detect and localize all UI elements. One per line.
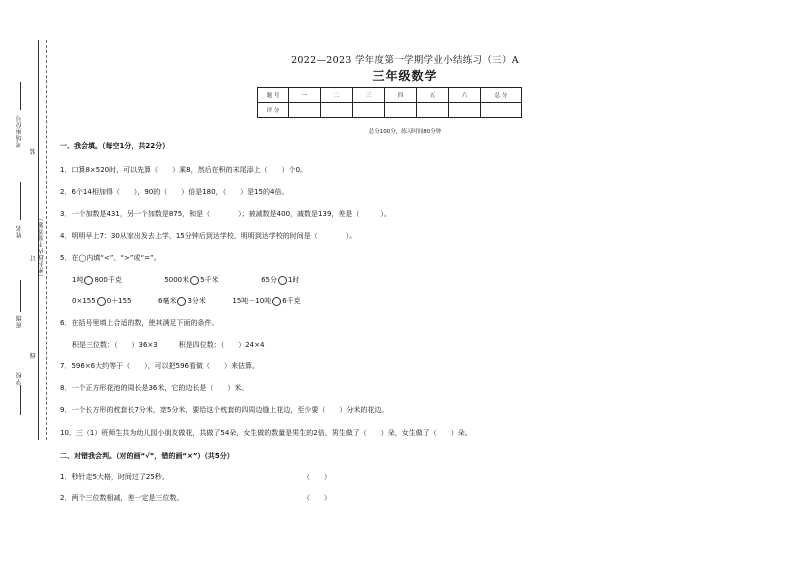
q5a-left-2: 5000米	[164, 276, 190, 284]
seal-char-mid: 订	[30, 255, 37, 262]
question-4: 4．明明早上7：30从家出发去上学，15分钟后到达学校，明明到达学校的时间是（ ）。	[60, 232, 357, 240]
question-6: 6．在括号里填上合适的数，使其满足下面的条件。	[60, 319, 219, 327]
compare-circle[interactable]	[97, 297, 106, 306]
q5b-left-2: 6毫米	[157, 297, 177, 305]
question-5: 5．在◯内填“<”、“>”或“=”。	[60, 254, 161, 262]
cell-q1: 一	[289, 88, 321, 103]
section1-heading: 一、我会填。（每空1分，共22分）	[60, 142, 170, 150]
cell-label: 题 号	[258, 88, 289, 103]
school-field[interactable]	[20, 385, 21, 415]
exam-title: 2022—2023 学年度第一学期学业小结练习（三）A	[291, 55, 519, 66]
cell-q6: 六	[449, 88, 481, 103]
score-input[interactable]	[481, 103, 522, 118]
cell-q4: 四	[385, 88, 417, 103]
q5b-right-3: 6千克	[282, 297, 301, 305]
name-label: 姓名	[16, 225, 23, 238]
seal-char-right: 线	[30, 352, 37, 359]
name-field[interactable]	[20, 182, 21, 220]
judge-answer-2[interactable]: （ ）	[303, 494, 331, 502]
score-input[interactable]	[417, 103, 449, 118]
score-input[interactable]	[321, 103, 353, 118]
question-7: 7．596×6大约等于（ ），可以把596看做（ ）来估算。	[60, 362, 259, 370]
q5a-left-3: 65分	[261, 276, 277, 284]
exam-number-label: 考场座位号	[16, 115, 23, 148]
q5b-right-1: 0＋155	[106, 297, 132, 305]
compare-circle[interactable]	[177, 297, 186, 306]
score-table-score-row	[258, 103, 522, 118]
q5a-right-3: 1时	[288, 276, 300, 284]
section2-heading: 二、对错我会判。（对的画“√”，错的画“×”）（共5分）	[60, 452, 234, 460]
q5-row-a	[72, 275, 299, 285]
class-field[interactable]	[20, 280, 21, 312]
score-input[interactable]	[449, 103, 481, 118]
judge-question-2: 2．两个三位数相减，差一定是三位数。	[60, 494, 184, 502]
score-input[interactable]	[289, 103, 321, 118]
cell-q3: 三	[353, 88, 385, 103]
q5a-left-1: 1吨	[72, 276, 84, 284]
question-9: 9．一个长方形的枕套长7分米，宽5分米，要给这个枕套的四周边缝上花边，至少要（ ）分米的花边。	[60, 406, 389, 414]
q5b-left-3: 15吨－10吨	[232, 297, 272, 305]
school-label: 学校	[16, 372, 23, 385]
q5a-right-2: 5千米	[200, 276, 219, 284]
judge-answer-1[interactable]: （ ）	[303, 473, 331, 481]
compare-circle[interactable]	[190, 276, 199, 285]
q5b-right-2: 3分米	[187, 297, 206, 305]
class-label: 班级	[16, 315, 23, 328]
compare-circle[interactable]	[272, 297, 281, 306]
exam-number-field[interactable]	[20, 82, 21, 110]
q5b-left-1: 0×155	[72, 297, 96, 305]
question-6-parts: 积是三位数：（ ）36×3 积是四位数：（ ）24×4	[72, 341, 265, 349]
cell-q2: 二	[321, 88, 353, 103]
seal-dashed-line	[46, 40, 47, 440]
cell-score-label: 评 分	[258, 103, 289, 118]
exam-note: 总分100分，练习时间80分钟	[368, 129, 442, 135]
cell-total: 总 分	[481, 88, 522, 103]
question-2: 2．6个14相加得（ ），90的（ ）倍是180，（ ）是15的4倍。	[60, 188, 289, 196]
seal-note: （密封线内不要答题）	[38, 215, 45, 280]
seal-char-left: 装	[30, 148, 37, 155]
compare-circle[interactable]	[84, 276, 93, 285]
q5-row-b	[72, 296, 301, 306]
score-table-header-row	[258, 88, 522, 103]
question-3: 3．一个加数是431，另一个加数是875，和是（ ）；被减数是400，减数是139，差是（ ）。	[60, 210, 391, 218]
question-8: 8．一个正方形花池的周长是36米，它的边长是（ ）米。	[60, 384, 249, 392]
compare-circle[interactable]	[278, 276, 287, 285]
cell-q5: 五	[417, 88, 449, 103]
subject-title: 三年级数学	[372, 69, 438, 83]
score-input[interactable]	[353, 103, 385, 118]
score-table	[257, 87, 522, 118]
score-input[interactable]	[385, 103, 417, 118]
judge-question-1: 1．秒针走5大格，时间过了25秒。	[60, 473, 169, 481]
question-10: 10．三（1）班师生共为幼儿园小朋友做花，共做了54朵，女生做的数量是男生的2倍，男生做了（ ）朵，女生做了（ ）朵。	[60, 429, 472, 437]
q5a-right-1: 800千克	[94, 276, 122, 284]
question-1: 1．口算8×520时，可以先算（ ）乘8，然后在积的末尾添上（ ）个0。	[60, 166, 308, 174]
